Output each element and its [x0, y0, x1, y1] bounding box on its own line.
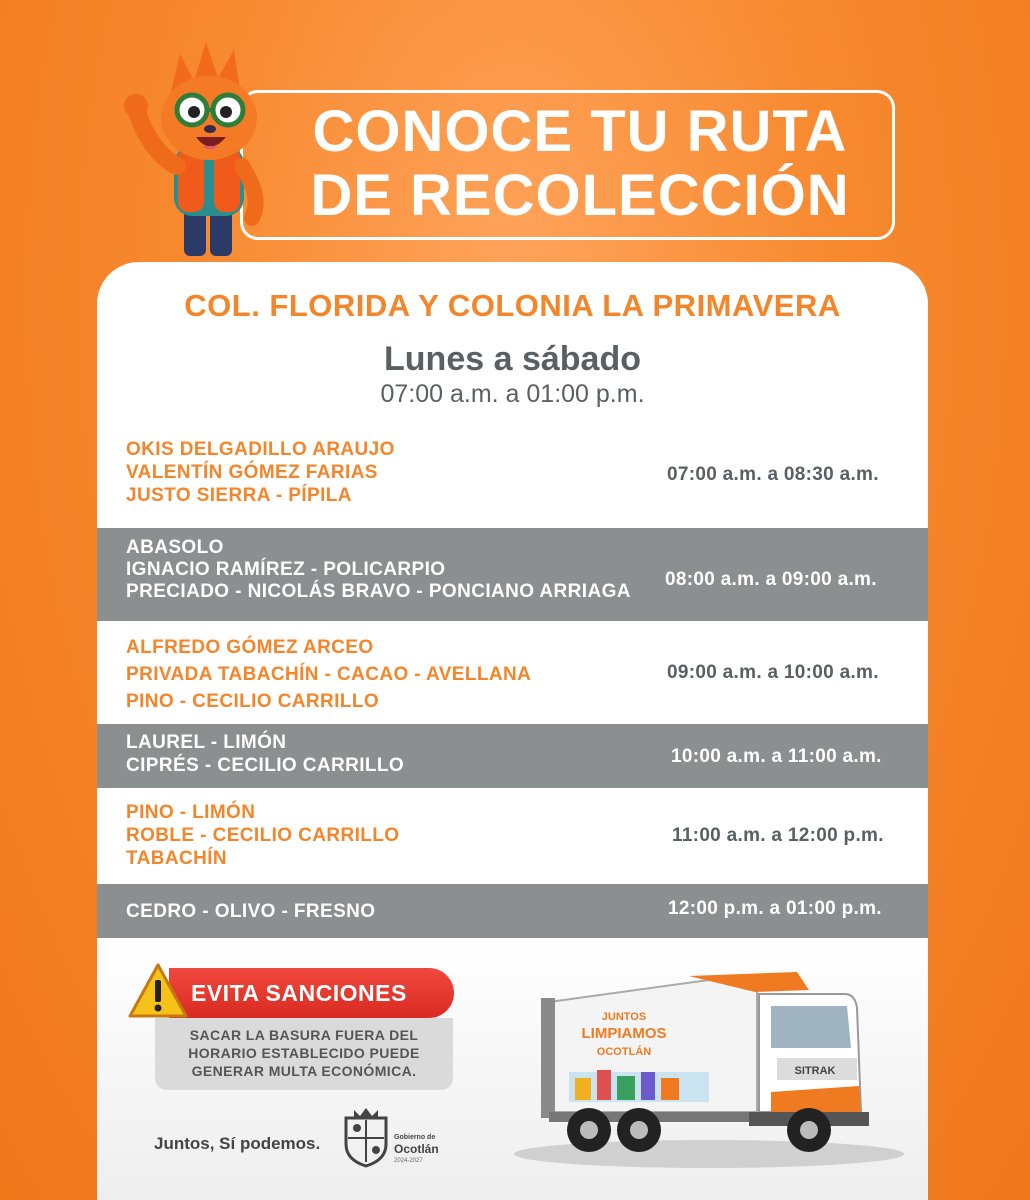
truck-text-2: LIMPIAMOS	[581, 1025, 667, 1042]
route-time: 09:00 a.m. a 10:00 a.m.	[667, 662, 879, 683]
mascot-illustration	[122, 36, 287, 261]
street-line: ALFREDO GÓMEZ ARCEO	[126, 637, 374, 658]
schedule-row	[97, 724, 928, 788]
street-line: TABACHÍN	[126, 848, 228, 869]
street-line: CEDRO - OLIVO - FRESNO	[126, 901, 376, 922]
street-line: OKIS DELGADILLO ARAUJO	[126, 439, 395, 460]
street-line: IGNACIO RAMÍREZ - POLICARPIO	[126, 559, 446, 580]
schedule-row	[97, 884, 928, 938]
route-time: 12:00 p.m. a 01:00 p.m.	[668, 898, 882, 919]
street-line: LAUREL - LIMÓN	[126, 732, 287, 753]
street-line: PINO - LIMÓN	[126, 802, 256, 823]
slogan: Juntos, Sí podemos.	[154, 1134, 321, 1153]
route-time: 10:00 a.m. a 11:00 a.m.	[671, 746, 882, 767]
route-streets	[126, 634, 531, 715]
schedule-row	[97, 621, 928, 724]
route-streets	[126, 801, 399, 870]
title-line-2: DE RECOLECCIÓN	[310, 163, 850, 228]
warning-line: HORARIO ESTABLECIDO PUEDE	[188, 1045, 420, 1061]
route-time: 11:00 a.m. a 12:00 p.m.	[672, 825, 884, 846]
street-line: VALENTÍN GÓMEZ FARIAS	[126, 462, 378, 483]
days-label: Lunes a sábado	[384, 340, 641, 378]
route-streets	[126, 900, 375, 923]
street-line: PINO - CECILIO CARRILLO	[126, 691, 380, 712]
route-time: 07:00 a.m. a 08:30 a.m.	[667, 464, 879, 485]
route-streets	[126, 438, 395, 507]
warning-line: GENERAR MULTA ECONÓMICA.	[191, 1063, 417, 1079]
gov-label-small: Gobierno de	[394, 1134, 436, 1141]
schedule-row	[97, 430, 928, 528]
warning-message	[155, 1018, 453, 1090]
page-title	[260, 100, 900, 228]
hours-label: 07:00 a.m. a 01:00 p.m.	[380, 380, 645, 408]
schedule-card	[97, 262, 928, 1200]
warning-icon	[127, 962, 189, 1020]
title-line-1: CONOCE TU RUTA	[312, 99, 848, 164]
street-line: CIPRÉS - CECILIO CARRILLO	[126, 755, 405, 776]
route-streets	[126, 731, 404, 777]
schedule-row	[97, 528, 928, 621]
warning-banner: EVITA SANCIONES	[169, 968, 454, 1018]
gov-years: 2024-2027	[394, 1158, 423, 1164]
gov-name: Ocotlán	[394, 1142, 439, 1156]
truck-text-3: OCOTLÁN	[596, 1046, 652, 1058]
street-line: PRIVADA TABACHÍN - CACAO - AVELLANA	[126, 664, 532, 685]
street-line: ROBLE - CECILIO CARRILLO	[126, 825, 400, 846]
street-line: PRECIADO - NICOLÁS BRAVO - PONCIANO ARRIAGA	[126, 581, 631, 602]
municipal-seal-icon	[340, 1106, 392, 1168]
schedule-row	[97, 788, 928, 884]
street-line: JUSTO SIERRA - PÍPILA	[126, 485, 352, 506]
route-time: 08:00 a.m. a 09:00 a.m.	[665, 569, 877, 590]
warning-line: SACAR LA BASURA FUERA DEL	[189, 1027, 419, 1043]
garbage-truck-illustration	[509, 962, 909, 1172]
route-streets	[126, 537, 631, 603]
truck-text-1: JUNTOS	[601, 1011, 647, 1023]
truck-brand: SITRAK	[794, 1065, 836, 1077]
colony-title: COL. FLORIDA Y COLONIA LA PRIMAVERA	[184, 288, 841, 323]
street-line: ABASOLO	[126, 537, 224, 558]
